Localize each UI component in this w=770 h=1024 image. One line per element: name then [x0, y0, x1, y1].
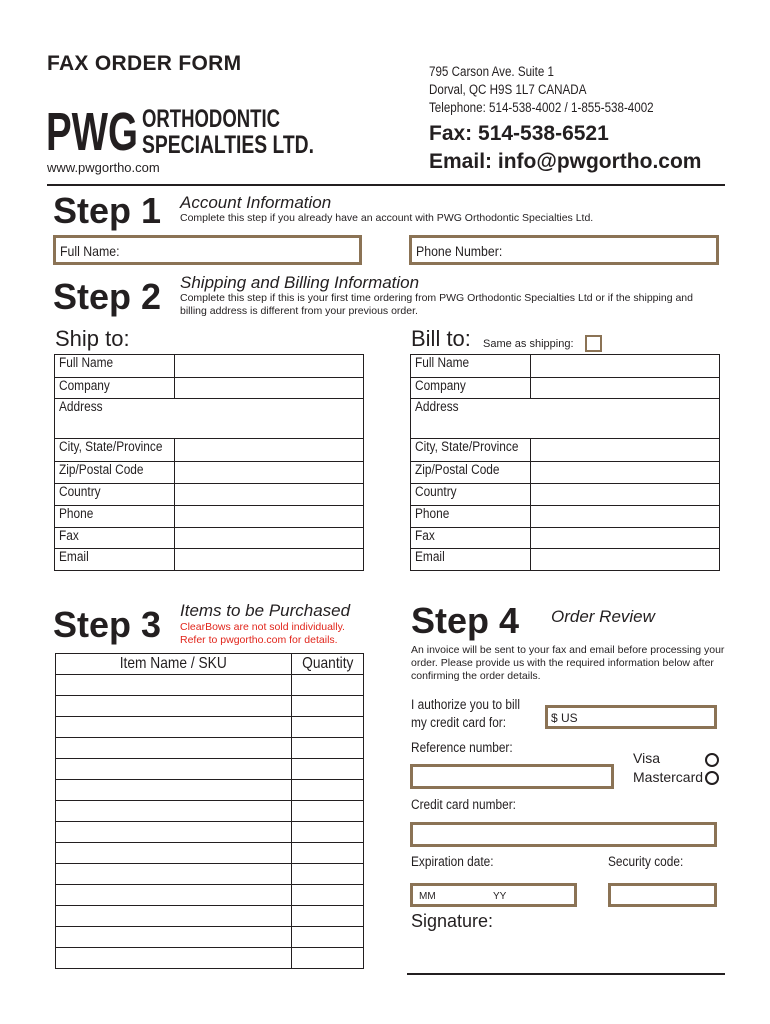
- item-quantity-cell[interactable]: [292, 948, 364, 969]
- bill-to-field-input[interactable]: [531, 355, 720, 378]
- step2-title: Shipping and Billing Information: [180, 273, 420, 292]
- item-row: [56, 927, 364, 948]
- item-row: [56, 885, 364, 906]
- item-quantity-cell[interactable]: [292, 927, 364, 948]
- ship-to-row: [55, 484, 364, 506]
- item-name-cell[interactable]: [56, 717, 292, 738]
- items-table: [55, 653, 364, 969]
- item-row: [56, 822, 364, 843]
- ship-to-field-label: Zip/Postal Code: [55, 462, 175, 484]
- item-quantity-cell[interactable]: [292, 864, 364, 885]
- step1-label: Step 1: [53, 190, 162, 231]
- bill-to-field-input[interactable]: [531, 439, 720, 462]
- ship-to-field-input[interactable]: [175, 549, 364, 571]
- ship-to-row: [55, 462, 364, 484]
- bill-to-field-label: Address: [411, 399, 720, 439]
- expiration-label: Expiration date:: [411, 854, 494, 869]
- step3-title: Items to be Purchased: [180, 601, 351, 620]
- ship-to-field-input[interactable]: [175, 528, 364, 549]
- ship-to-row: [55, 528, 364, 549]
- bill-to-field-input[interactable]: [531, 528, 720, 549]
- item-name-cell[interactable]: [56, 906, 292, 927]
- bill-to-field-input[interactable]: [531, 549, 720, 571]
- ship-to-field-input[interactable]: [175, 378, 364, 399]
- bill-to-row: [411, 378, 720, 399]
- item-name-cell[interactable]: [56, 843, 292, 864]
- bill-to-field-label: City, State/Province: [411, 439, 531, 462]
- ship-to-field-label: Address: [55, 399, 364, 439]
- col-item-name: Item Name / SKU: [56, 654, 292, 675]
- visa-label: Visa: [633, 750, 660, 766]
- ship-to-row: [55, 378, 364, 399]
- phone-number-label: Phone Number:: [416, 243, 503, 259]
- bill-to-field-label: Full Name: [411, 355, 531, 378]
- ship-to-field-input[interactable]: [175, 462, 364, 484]
- bill-to-field-label: Zip/Postal Code: [411, 462, 531, 484]
- item-quantity-cell[interactable]: [292, 759, 364, 780]
- ship-to-field-label: Full Name: [55, 355, 175, 378]
- item-name-cell[interactable]: [56, 801, 292, 822]
- item-quantity-cell[interactable]: [292, 801, 364, 822]
- ship-to-table: [54, 354, 364, 571]
- step3-label: Step 3: [53, 604, 162, 645]
- ship-to-field-input[interactable]: [175, 355, 364, 378]
- bill-to-row: [411, 484, 720, 506]
- reference-number-field[interactable]: [410, 764, 614, 789]
- form-title: FAX ORDER FORM: [47, 52, 242, 75]
- ship-to-field-input[interactable]: [175, 439, 364, 462]
- item-quantity-cell[interactable]: [292, 843, 364, 864]
- bill-to-field-label: Fax: [411, 528, 531, 549]
- bill-to-row: [411, 399, 720, 439]
- ship-to-field-input[interactable]: [175, 484, 364, 506]
- item-row: [56, 906, 364, 927]
- telephone: Telephone: 514-538-4002 / 1-855-538-4002: [429, 100, 654, 115]
- yy-placeholder: YY: [493, 891, 507, 902]
- bill-to-field-input[interactable]: [531, 462, 720, 484]
- address-line2: Dorval, QC H9S 1L7 CANADA: [429, 82, 587, 97]
- item-row: [56, 759, 364, 780]
- bill-to-row: [411, 439, 720, 462]
- authorize-line1: I authorize you to bill: [411, 697, 520, 712]
- ship-to-row: [55, 506, 364, 528]
- signature-label: Signature:: [411, 911, 494, 931]
- expiration-field[interactable]: [410, 883, 577, 907]
- step2-label: Step 2: [53, 276, 162, 317]
- website: www.pwgortho.com: [47, 160, 160, 175]
- ship-to-field-label: Fax: [55, 528, 175, 549]
- item-row: [56, 717, 364, 738]
- step3-note-line2: Refer to pwgortho.com for details.: [180, 634, 338, 646]
- item-quantity-cell[interactable]: [292, 885, 364, 906]
- ship-to-heading: Ship to:: [55, 326, 130, 351]
- security-code-label: Security code:: [608, 854, 684, 869]
- item-name-cell[interactable]: [56, 885, 292, 906]
- step2-desc: Complete this step if this is your first time ordering from PWG Orthodontic Specialties Ltd or if the shipping and billing address is different from your previous order.: [180, 292, 693, 317]
- ship-to-field-label: Email: [55, 549, 175, 571]
- logo-line1: ORTHODONTIC: [142, 105, 280, 133]
- item-quantity-cell[interactable]: [292, 906, 364, 927]
- item-name-cell[interactable]: [56, 696, 292, 717]
- col-quantity: Quantity: [292, 654, 364, 675]
- item-row: [56, 801, 364, 822]
- item-name-cell[interactable]: [56, 927, 292, 948]
- ship-to-field-label: Company: [55, 378, 175, 399]
- item-row: [56, 948, 364, 969]
- step1-desc: Complete this step if you already have an account with PWG Orthodontic Specialties Ltd.: [180, 212, 594, 224]
- logo-line2: SPECIALTIES LTD.: [142, 131, 314, 159]
- mm-placeholder: MM: [419, 891, 436, 902]
- pwg-logo: [46, 100, 321, 160]
- header-divider: [47, 184, 725, 186]
- address-line1: 795 Carson Ave. Suite 1: [429, 64, 555, 79]
- item-quantity-cell[interactable]: [292, 675, 364, 696]
- item-row: [56, 864, 364, 885]
- ship-to-field-label: City, State/Province: [55, 439, 175, 462]
- item-quantity-cell[interactable]: [292, 717, 364, 738]
- item-name-cell[interactable]: [56, 822, 292, 843]
- bill-to-row: [411, 549, 720, 571]
- ship-to-field-label: Country: [55, 484, 175, 506]
- item-quantity-cell[interactable]: [292, 822, 364, 843]
- item-quantity-cell[interactable]: [292, 780, 364, 801]
- bill-to-row: [411, 528, 720, 549]
- bill-to-row: [411, 355, 720, 378]
- reference-label: Reference number:: [411, 740, 513, 755]
- step4-title: Order Review: [551, 607, 655, 626]
- security-code-field[interactable]: [608, 883, 717, 907]
- amount-prefix: $ US: [551, 711, 578, 725]
- bill-to-row: [411, 506, 720, 528]
- item-row: [56, 738, 364, 759]
- step1-title: Account Information: [180, 193, 332, 212]
- item-name-cell[interactable]: [56, 759, 292, 780]
- item-quantity-cell[interactable]: [292, 738, 364, 759]
- same-as-shipping-checkbox[interactable]: [585, 335, 602, 352]
- bill-to-field-label: Country: [411, 484, 531, 506]
- same-as-shipping-label: Same as shipping:: [483, 338, 574, 350]
- ship-to-field-label: Phone: [55, 506, 175, 528]
- item-row: [56, 696, 364, 717]
- bill-to-field-label: Company: [411, 378, 531, 399]
- item-name-cell[interactable]: [56, 864, 292, 885]
- bill-to-field-input[interactable]: [531, 378, 720, 399]
- item-name-cell[interactable]: [56, 675, 292, 696]
- ship-to-row: [55, 355, 364, 378]
- item-row: [56, 780, 364, 801]
- item-name-cell[interactable]: [56, 948, 292, 969]
- logo-pwg-text: PWG: [46, 102, 138, 162]
- full-name-field[interactable]: [53, 235, 362, 265]
- authorize-line2: my credit card for:: [411, 715, 507, 730]
- amount-field[interactable]: [545, 705, 717, 729]
- fax-number: Fax: 514-538-6521: [429, 122, 609, 145]
- item-row: [56, 675, 364, 696]
- mastercard-label: Mastercard: [633, 769, 704, 785]
- bill-to-field-label: Phone: [411, 506, 531, 528]
- visa-radio[interactable]: [705, 753, 719, 767]
- bill-to-table: [410, 354, 720, 571]
- phone-number-field[interactable]: [409, 235, 719, 265]
- ship-to-row: [55, 399, 364, 439]
- bill-to-field-label: Email: [411, 549, 531, 571]
- full-name-label: Full Name:: [60, 243, 120, 259]
- item-quantity-cell[interactable]: [292, 696, 364, 717]
- item-name-cell[interactable]: [56, 780, 292, 801]
- card-number-label: Credit card number:: [411, 797, 516, 812]
- item-name-cell[interactable]: [56, 738, 292, 759]
- bill-to-heading: Bill to:: [411, 326, 471, 351]
- ship-to-field-input[interactable]: [175, 506, 364, 528]
- bill-to-field-input[interactable]: [531, 506, 720, 528]
- ship-to-row: [55, 439, 364, 462]
- bill-to-field-input[interactable]: [531, 484, 720, 506]
- ship-to-row: [55, 549, 364, 571]
- bill-to-row: [411, 462, 720, 484]
- item-row: [56, 843, 364, 864]
- email-address: Email: info@pwgortho.com: [429, 150, 702, 173]
- step3-note-line1: ClearBows are not sold individually.: [180, 621, 345, 633]
- mastercard-radio[interactable]: [705, 771, 719, 785]
- signature-line[interactable]: [407, 973, 725, 975]
- step4-desc: An invoice will be sent to your fax and email before processing your order. Please provide us with the required information below after confirming the order details.: [411, 644, 725, 682]
- card-number-field[interactable]: [410, 822, 717, 847]
- step4-label: Step 4: [411, 600, 520, 641]
